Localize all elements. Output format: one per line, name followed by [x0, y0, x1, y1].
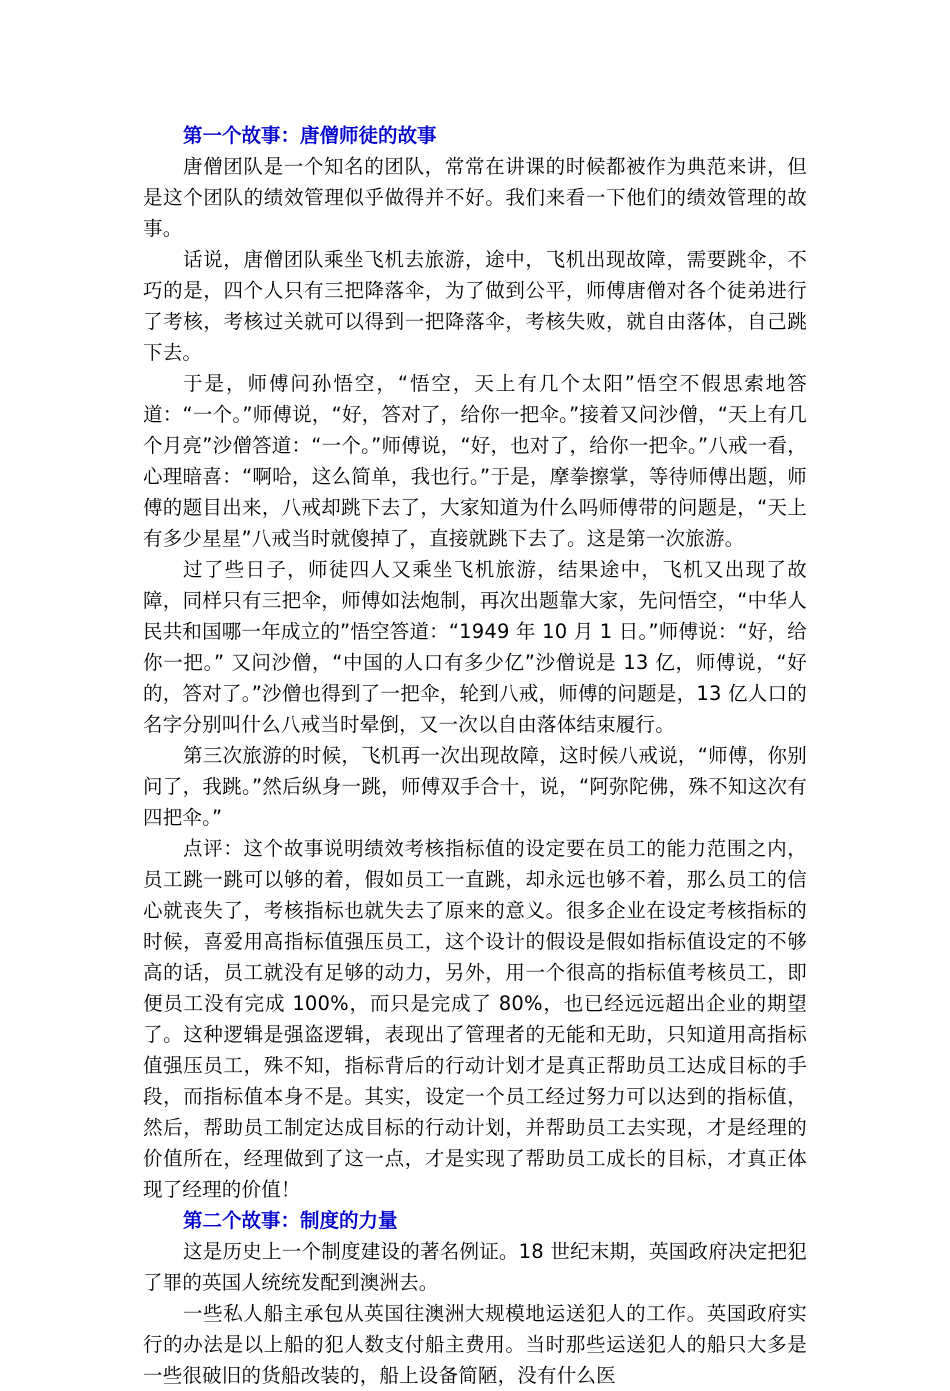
paragraph: 于是，师傅问孙悟空，“悟空，天上有几个太阳”悟空不假思索地答道：“一个。”师傅说，“好，答对了，给你一把伞。”接着又问沙僧，“天上有几个月亮”沙僧答道：“一个。”师傅说，“好，也对了，给你一把伞。”八戒一看，心理暗喜：“啊哈，这么简单，我也行。”于是，摩拳擦掌，等待师傅出题，师傅的题目出来，八戒却跳下去了，大家知道为什么吗师傅带的问题是，“天上有多少星星”八戒当时就傻掉了，直接就跳下去了。这是第一次旅游。 [143, 372, 807, 550]
paragraph: 唐僧团队是一个知名的团队，常常在讲课的时候都被作为典范来讲，但是这个团队的绩效管理似乎做得并不好。我们来看一下他们的绩效管理的故事。 [143, 155, 807, 240]
section-heading-1: 第一个故事：唐僧师徒的故事 [183, 124, 437, 147]
paragraph: 这是历史上一个制度建设的著名例证。18 世纪末期，英国政府决定把犯了罪的英国人统统发配到澳洲去。 [143, 1240, 807, 1294]
document-page [143, 120, 807, 1391]
paragraph: 过了些日子，师徒四人又乘坐飞机旅游，结果途中，飞机又出现了故障，同样只有三把伞，师傅如法炮制，再次出题靠大家，先问悟空，“中华人民共和国哪一年成立的”悟空答道：“1949 年 10 月 1 日。”师傅说：“好，给你一把。” 又问沙僧，“中国的人口有多少亿”沙僧说是 13 亿，师傅说，“好的，答对了。”沙僧也得到了一把伞，轮到八戒，师傅的问题是，13 亿人口的名字分别叫什么八戒当时晕倒，又一次以自由落体结束履行。 [143, 558, 807, 736]
paragraph: 第三次旅游的时候，飞机再一次出现故障，这时候八戒说，“师傅，你别问了，我跳。”然后纵身一跳，师傅双手合十，说，“阿弥陀佛，殊不知这次有四把伞。” [143, 744, 807, 829]
story-section-2 [143, 1205, 807, 1391]
paragraph: 话说，唐僧团队乘坐飞机去旅游，途中，飞机出现故障，需要跳伞，不巧的是，四个人只有三把降落伞，为了做到公平，师傅唐僧对各个徒弟进行了考核，考核过关就可以得到一把降落伞，考核失败，就自由落体，自己跳下去。 [143, 248, 807, 364]
story-section-1 [143, 120, 807, 1205]
paragraph: 一些私人船主承包从英国往澳洲大规模地运送犯人的工作。英国政府实行的办法是以上船的犯人数支付船主费用。当时那些运送犯人的船只大多是一些很破旧的货船改装的，船上设备简陋，没有什么医 [143, 1302, 807, 1387]
section-heading-2: 第二个故事：制度的力量 [183, 1209, 398, 1232]
commentary-paragraph: 点评：这个故事说明绩效考核指标值的设定要在员工的能力范围之内，员工跳一跳可以够的着，假如员工一直跳，却永远也够不着，那么员工的信心就丧失了，考核指标也就失去了原来的意义。很多企业在设定考核指标的时候，喜爱用高指标值强压员工，这个设计的假设是假如指标值设定的不够高的话，员工就没有足够的动力，另外，用一个很高的指标值考核员工，即便员工没有完成 100%，而只是完成了 80%，也已经远远超出企业的期望了。这种逻辑是强盗逻辑，表现出了管理者的无能和无助，只知道用高指标值强压员工，殊不知，指标背后的行动计划才是真正帮助员工达成目标的手段，而指标值本身不是。其实，设定一个员工经过努力可以达到的指标值，然后，帮助员工制定达成目标的行动计划，并帮助员工去实现，才是经理的价值所在，经理做到了这一点，才是实现了帮助员工成长的目标，才真正体现了经理的价值！ [143, 837, 807, 1201]
